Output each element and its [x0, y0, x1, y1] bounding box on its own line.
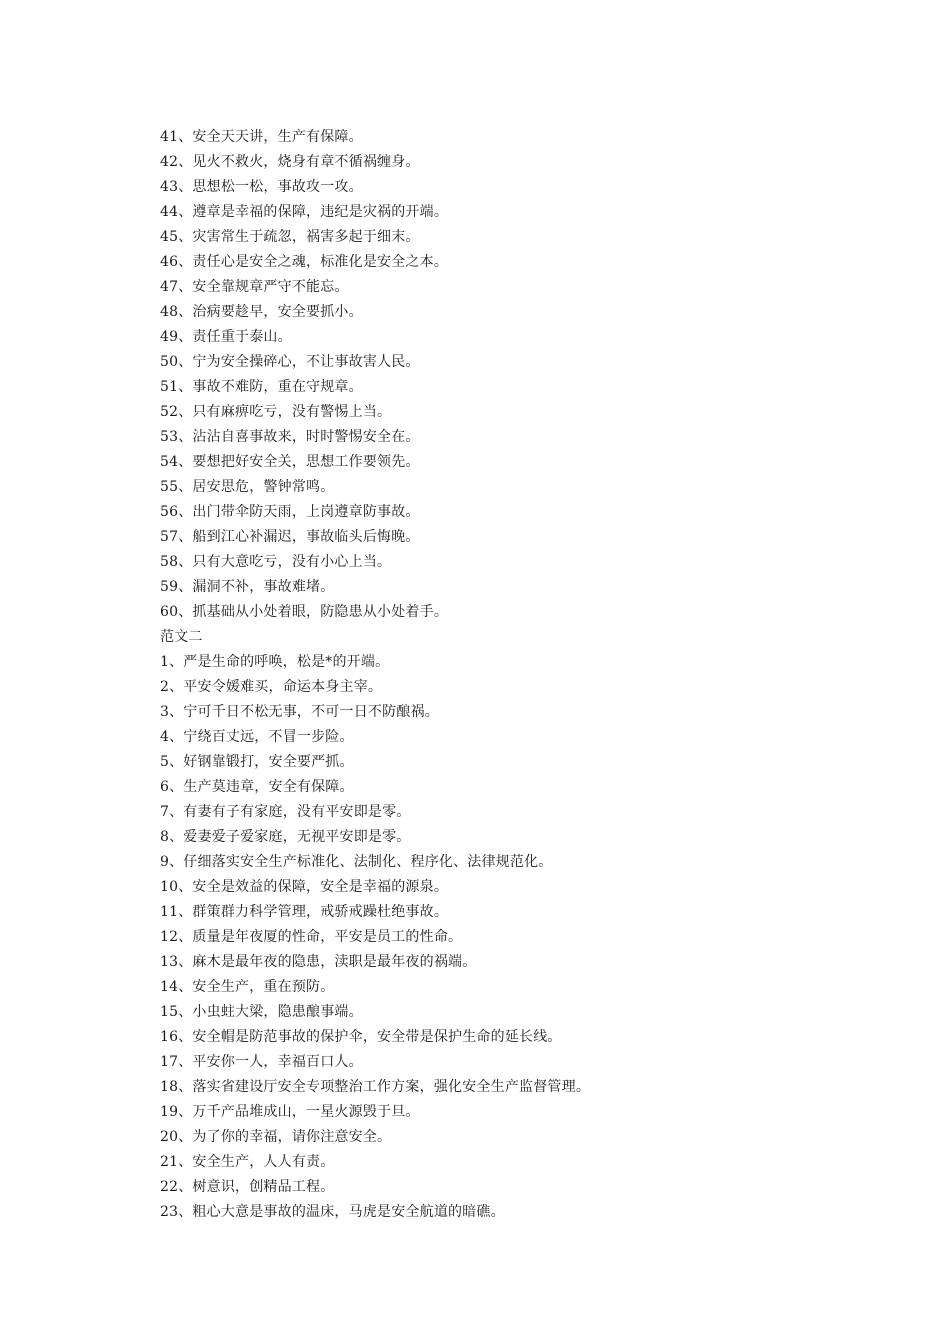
- text-line: 58、只有大意吃亏，没有小心上当。: [160, 554, 392, 570]
- text-line: 9、仔细落实安全生产标准化、法制化、程序化、法律规范化。: [160, 854, 553, 870]
- text-line: 3、宁可千日不松无事，不可一日不防酿祸。: [160, 704, 439, 720]
- text-line: 7、有妻有子有家庭，没有平安即是零。: [160, 804, 411, 820]
- text-line: 18、落实省建设厅安全专项整治工作方案，强化安全生产监督管理。: [160, 1079, 591, 1095]
- section-heading: 范文二: [160, 629, 203, 645]
- text-line: 16、安全帽是防范事故的保护伞，安全带是保护生命的延长线。: [160, 1029, 562, 1045]
- text-line: 56、出门带伞防天雨，上岗遵章防事故。: [160, 504, 420, 520]
- text-line: 15、小虫蛀大梁，隐患酿事端。: [160, 1004, 363, 1020]
- text-line: 2、平安令媛难买，命运本身主宰。: [160, 679, 383, 695]
- text-line: 54、要想把好安全关，思想工作要领先。: [160, 454, 420, 470]
- text-line: 49、责任重于泰山。: [160, 329, 292, 345]
- text-line: 42、见火不救火，烧身有章不循祸缠身。: [160, 154, 420, 170]
- text-line: 50、宁为安全操碎心，不让事故害人民。: [160, 354, 420, 370]
- text-line: 17、平安你一人，幸福百口人。: [160, 1054, 363, 1070]
- text-line: 6、生产莫违章，安全有保障。: [160, 779, 354, 795]
- text-line: 10、安全是效益的保障，安全是幸福的源泉。: [160, 879, 449, 895]
- text-line: 1、严是生命的呼唤，松是*的开端。: [160, 654, 390, 670]
- text-line: 55、居安思危，警钟常鸣。: [160, 479, 335, 495]
- text-line: 47、安全靠规章严守不能忘。: [160, 279, 349, 295]
- text-line: 60、抓基础从小处着眼，防隐患从小处着手。: [160, 604, 449, 620]
- text-line: 48、治病要趁早，安全要抓小。: [160, 304, 363, 320]
- text-line: 21、安全生产，人人有责。: [160, 1154, 335, 1170]
- document-body: [160, 125, 860, 1225]
- text-line: 4、宁绕百丈远，不冒一步险。: [160, 729, 354, 745]
- text-line: 5、好钢靠锻打，安全要严抓。: [160, 754, 354, 770]
- text-line: 14、安全生产，重在预防。: [160, 979, 335, 995]
- text-line: 20、为了你的幸福，请你注意安全。: [160, 1129, 392, 1145]
- text-line: 23、粗心大意是事故的温床，马虎是安全航道的暗礁。: [160, 1204, 505, 1220]
- text-line: 22、树意识，创精品工程。: [160, 1179, 335, 1195]
- text-line: 44、遵章是幸福的保障，违纪是灾祸的开端。: [160, 204, 449, 220]
- text-line: 52、只有麻痹吃亏，没有警惕上当。: [160, 404, 392, 420]
- text-line: 59、漏洞不补，事故难堵。: [160, 579, 335, 595]
- text-line: 8、爱妻爱子爱家庭，无视平安即是零。: [160, 829, 411, 845]
- text-line: 11、群策群力科学管理，戒骄戒躁杜绝事故。: [160, 904, 449, 920]
- text-line: 19、万千产品堆成山，一星火源毁于旦。: [160, 1104, 420, 1120]
- text-line: 57、船到江心补漏迟，事故临头后悔晚。: [160, 529, 420, 545]
- text-line: 51、事故不难防，重在守规章。: [160, 379, 363, 395]
- text-line: 46、责任心是安全之魂，标准化是安全之本。: [160, 254, 449, 270]
- text-line: 41、安全天天讲，生产有保障。: [160, 129, 363, 145]
- text-line: 13、麻木是最年夜的隐患，渎职是最年夜的祸端。: [160, 954, 477, 970]
- text-line: 43、思想松一松，事故攻一攻。: [160, 179, 363, 195]
- text-line: 53、沾沾自喜事故来，时时警惕安全在。: [160, 429, 420, 445]
- text-line: 45、灾害常生于疏忽，祸害多起于细末。: [160, 229, 420, 245]
- text-line: 12、质量是年夜厦的性命，平安是员工的性命。: [160, 929, 463, 945]
